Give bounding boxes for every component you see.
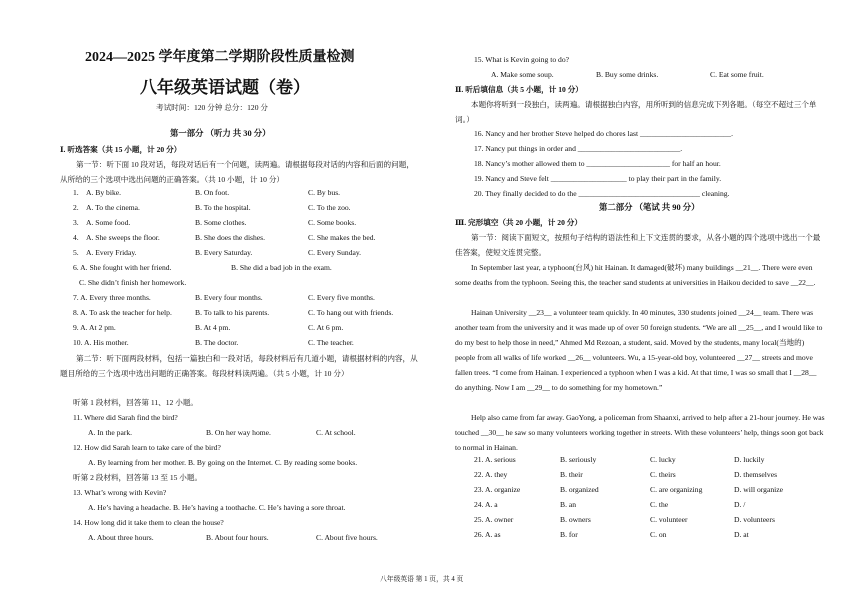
question-21 — [474, 455, 765, 465]
option-a: 6. A. She fought with her friend. — [73, 263, 172, 272]
question-3 — [73, 218, 357, 228]
question-15-options — [491, 70, 764, 80]
option-a: A. About three hours. — [88, 533, 154, 542]
exam-title: 2024—2025 学年度第二学期阶段性质量检测 — [85, 50, 355, 65]
option-a: 26. A. as — [474, 530, 501, 539]
option-a: 10. A. His mother. — [73, 338, 129, 347]
option-b: B. Every four months. — [195, 293, 263, 302]
option-a: A. To the cinema. — [86, 203, 140, 212]
part1-title: 第一部分 （听力 共 30 分） — [170, 129, 271, 138]
passage-paragraph-3: Help also came from far away. GaoYong, a policeman from Shaanxi, arrived to help after a 21-hour journey. He was touched __30__ he saw so many volunteers working together in streets. With these volunteers’ help, things soon got back to normal in Hainan. — [455, 413, 825, 452]
question-9 — [73, 323, 344, 333]
question-19: 19. Nancy and Steve felt ____________________ to play their part in the family. — [474, 174, 722, 183]
exam-info: 考试时间：120 分钟 总分：120 分 — [156, 103, 269, 112]
option-b: B. She does the dishes. — [195, 233, 266, 242]
option-b: B. To the hospital. — [195, 203, 251, 212]
question-number: 3. — [73, 218, 79, 227]
option-a: A. She sweeps the floor. — [86, 233, 160, 242]
option-c: C. At 6 pm. — [308, 323, 344, 332]
section2-title: Ⅱ. 听后填信息（共 5 小题，计 10 分） — [455, 85, 583, 94]
option-c: C. the — [650, 500, 669, 509]
option-b: B. The doctor. — [195, 338, 239, 347]
option-d: D. will organize — [734, 485, 783, 494]
option-b: B. To talk to his parents. — [195, 308, 270, 317]
option-b: B. About four hours. — [206, 533, 269, 542]
question-1 — [73, 188, 341, 198]
option-c: C. volunteer — [650, 515, 688, 524]
option-c: C. Every five months. — [308, 293, 375, 302]
option-c: C. on — [650, 530, 667, 539]
question-12-options: A. By learning from her mother. B. By going on the Internet. C. By reading some books. — [88, 458, 358, 467]
option-a: 9. A. At 2 pm. — [73, 323, 116, 332]
option-c: C. At school. — [316, 428, 356, 437]
section1-instruction: 第一节：听下面 10 段对话，每段对话后有一个问题，读两遍。请根据每段对话的内容和后面的问题，从所给的三个选项中选出问题的正确答案。（共 10 小题，计 10 分） — [60, 160, 414, 184]
option-b: B. their — [560, 470, 583, 479]
option-b: B. an — [560, 500, 577, 509]
question-14-options — [88, 533, 378, 543]
question-13: 13. What’s wrong with Kevin? — [73, 488, 167, 497]
question-15: 15. What is Kevin going to do? — [474, 55, 569, 64]
option-a: 24. A. a — [474, 500, 498, 509]
question-6-option-c: C. She didn’t finish her homework. — [79, 278, 187, 287]
option-c: C. lucky — [650, 455, 676, 464]
question-13-options: A. He’s having a headache. B. He’s having a toothache. C. He’s having a sore throat. — [88, 503, 346, 512]
question-25 — [474, 515, 775, 525]
question-5 — [73, 248, 362, 258]
listen-material-2: 听第 2 段材料，回答第 13 至 15 小题。 — [73, 473, 203, 482]
question-4 — [73, 233, 376, 243]
option-c: C. Every Sunday. — [308, 248, 362, 257]
passage-paragraph-2: Hainan University __23__ a volunteer team quickly. In 40 minutes, 330 students joined __24__ team. There was another team from the university and it was made up of over 50 foreign students. “We are all __25__, and I would like to do my best to help those in need,” Ahmed Md Rezoan, a student, said. Moved by the students, many local(当地的) people from all walks of life worked __26__ volunteers. Wu, a 15-year-old boy, volunteered __27__ streets and move fallen trees. “I come from Hainan. I experienced a typhoon when I was a kid. At that time, I was so small that I __28__ do anything. Now I am __29__ to do something for my hometown.” — [455, 308, 823, 392]
exam-subtitle: 八年级英语试题（卷） — [140, 78, 310, 98]
option-a: A. Every Friday. — [86, 248, 137, 257]
question-number: 2. — [73, 203, 79, 212]
section1-instruction-2: 第二节：听下面两段材料，包括一篇独白和一段对话，每段材料后有几道小题，请根据材料的内容，从题目所给的三个选项中选出问题的正确答案。每段材料读两遍。（共 5 小题，计 10 分） — [60, 354, 418, 378]
option-d: D. / — [734, 500, 746, 509]
option-b: B. organized — [560, 485, 599, 494]
option-d: D. themselves — [734, 470, 778, 479]
option-c: C. To the zoo. — [308, 203, 351, 212]
listen-material-1: 听第 1 段材料，回答第 11、12 小题。 — [73, 398, 199, 407]
option-b: B. On foot. — [195, 188, 230, 197]
option-b: B. seriously — [560, 455, 597, 464]
question-11: 11. Where did Sarah find the bird? — [73, 413, 178, 422]
section3-instruction: 第一节：阅读下面短文，按照句子结构的语法性和上下文连贯的要求，从各小题的四个选项中选出一个最佳答案，使短文连贯完整。 — [455, 233, 821, 257]
option-a: 7. A. Every three months. — [73, 293, 151, 302]
question-number: 5. — [73, 248, 79, 257]
option-a: A. In the park. — [88, 428, 133, 437]
option-b: B. Buy some drinks. — [596, 70, 659, 79]
option-a: 23. A. organize — [474, 485, 521, 494]
option-b: B. On her way home. — [206, 428, 271, 437]
section3-title: Ⅲ. 完形填空（共 20 小题，计 20 分） — [455, 218, 582, 227]
option-a: A. By bike. — [86, 188, 122, 197]
question-8 — [73, 308, 394, 318]
option-a: 22. A. they — [474, 470, 508, 479]
question-26 — [474, 530, 749, 540]
question-12: 12. How did Sarah learn to take care of the bird? — [73, 443, 221, 452]
question-24 — [474, 500, 746, 510]
option-a: A. Some food. — [86, 218, 131, 227]
option-b: B. At 4 pm. — [195, 323, 231, 332]
question-number: 4. — [73, 233, 79, 242]
question-23 — [474, 485, 783, 495]
option-b: B. She did a bad job in the exam. — [231, 263, 332, 272]
question-16: 16. Nancy and her brother Steve helped do chores last ________________________. — [474, 129, 733, 138]
option-c: C. The teacher. — [308, 338, 354, 347]
option-c: C. theirs — [650, 470, 676, 479]
page-footer: 八年级英语 第 1 页，共 4 页 — [380, 576, 464, 583]
section2-instruction: 本题你将听到一段独白，读两遍。请根据独白内容，用所听到的信息完成下列各题。（每空不超过三个单词。） — [455, 100, 817, 124]
part2-title: 第二部分 （笔试 共 90 分） — [599, 203, 700, 212]
option-b: B. for — [560, 530, 578, 539]
question-11-options — [88, 428, 356, 438]
question-2 — [73, 203, 351, 213]
option-a: A. Make some soup. — [491, 70, 554, 79]
question-17: 17. Nancy put things in order and ___________________________. — [474, 144, 683, 153]
question-18: 18. Nancy’s mother allowed them to ______________________ for half an hour. — [474, 159, 721, 168]
passage-paragraph-1: In September last year, a typhoon(台风) hit Hainan. It damaged(破坏) many buildings __21__. There were even some deaths from the typhoon. Seeing this, the teacher sand students at universities in Haikou decided to save __22__. — [455, 263, 816, 287]
option-b: B. Every Saturday. — [195, 248, 253, 257]
option-a: 8. A. To ask the teacher for help. — [73, 308, 172, 317]
option-d: D. luckily — [734, 455, 765, 464]
option-c: C. She makes the bed. — [308, 233, 376, 242]
question-6 — [73, 263, 332, 273]
option-c: C. Some books. — [308, 218, 357, 227]
question-14: 14. How long did it take them to clean the house? — [73, 518, 224, 527]
option-c: C. To hang out with friends. — [308, 308, 394, 317]
option-d: D. volunteers — [734, 515, 775, 524]
question-22 — [474, 470, 778, 480]
option-c: C. About five hours. — [316, 533, 378, 542]
option-b: B. owners — [560, 515, 591, 524]
option-a: 21. A. serious — [474, 455, 516, 464]
question-7 — [73, 293, 375, 303]
question-number: 1. — [73, 188, 79, 197]
question-10 — [73, 338, 354, 348]
section1-title: Ⅰ. 听选答案（共 15 小题，计 20 分） — [60, 145, 182, 154]
question-20: 20. They finally decided to do the ________________________________ cleaning. — [474, 189, 730, 198]
option-a: 25. A. owner — [474, 515, 514, 524]
option-b: B. Some clothes. — [195, 218, 247, 227]
option-c: C. Eat some fruit. — [710, 70, 764, 79]
option-c: C. are organizing — [650, 485, 703, 494]
option-d: D. at — [734, 530, 749, 539]
option-c: C. By bus. — [308, 188, 341, 197]
